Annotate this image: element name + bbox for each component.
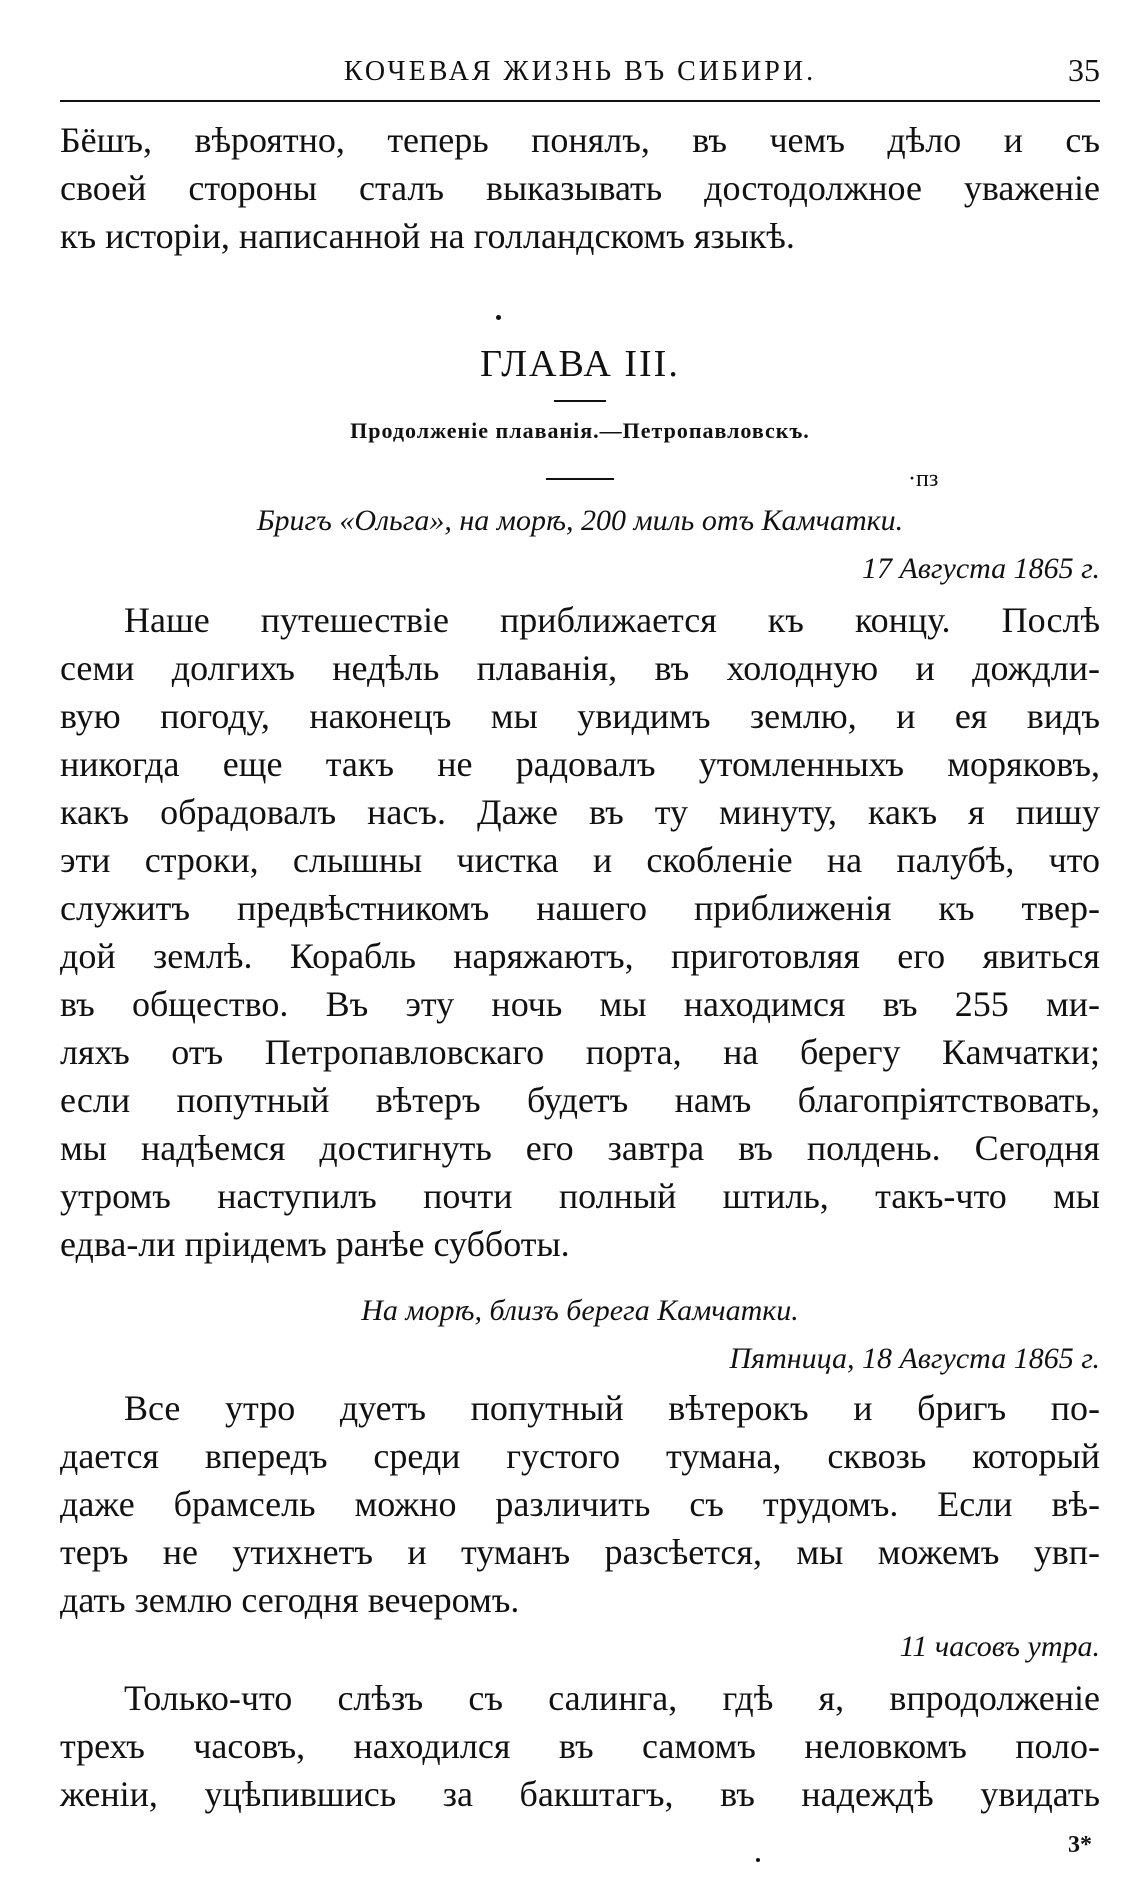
entry2-line-1: Все утро дуетъ попутный вѣтерокъ и бригъ по-: [124, 1388, 1100, 1428]
entry2-line-5: дать землю сегодня вечеромъ.: [60, 1580, 520, 1620]
entry2-date: Пятница, 18 Августа 1865 г.: [729, 1342, 1100, 1375]
entry1-line-11: если попутный вѣтеръ будетъ намъ благопріятствовать,: [60, 1080, 1100, 1120]
entry3-time: 11 часовъ утра.: [899, 1630, 1100, 1663]
chapter-title: ГЛАВА III.: [480, 343, 680, 385]
entry1-line-14: едва-ли пріидемъ ранѣе субботы.: [60, 1224, 570, 1264]
entry1-line-8: дой землѣ. Корабль наряжаютъ, приготовляя его явиться: [60, 936, 1100, 976]
entry1-line-10: ляхъ отъ Петропавловскаго порта, на берегу Камчатки;: [60, 1032, 1100, 1072]
entry2-line-3: даже брамсель можно различить съ трудомъ. Если вѣ-: [60, 1484, 1100, 1524]
entry1-line-1: Наше путешествіе приближается къ концу. Послѣ: [124, 600, 1100, 640]
entry3-line-1: Только-что слѣзъ съ салинга, гдѣ я, впродолженіе: [124, 1678, 1100, 1718]
entry2-line-4: теръ не утихнетъ и туманъ разсѣется, мы можемъ увп-: [60, 1532, 1100, 1572]
entry1-line-12: мы надѣемся достигнуть его завтра въ полдень. Сегодня: [60, 1128, 1100, 1168]
entry1-line-6: эти строки, слышны чистка и скобленіе на палубѣ, что: [60, 840, 1100, 880]
entry1-date: 17 Августа 1865 г.: [861, 552, 1100, 585]
chapter-subtitle: Продолженіе плаванія.—Петропавловскъ.: [350, 418, 810, 443]
entry1-line-4: никогда еще такъ не радовалъ утомленныхъ моряковъ,: [60, 744, 1100, 784]
opening-line-1: Бёшъ, вѣроятно, теперь понялъ, въ чемъ дѣло и съ: [60, 120, 1100, 160]
entry1-line-3: вую погоду, наконецъ мы увидимъ землю, и ея видъ: [60, 696, 1100, 736]
entry1-line-13: утромъ наступилъ почти полный штиль, такъ-что мы: [60, 1176, 1100, 1216]
entry2-line-2: дается впередъ среди густого тумана, сквозь который: [60, 1436, 1100, 1476]
margin-mark: ·пз: [908, 466, 939, 492]
entry3-line-2: трехъ часовъ, находился въ самомъ неловкомъ поло-: [60, 1726, 1100, 1766]
entry1-line-9: въ общество. Въ эту ночь мы находимся въ 255 ми-: [60, 984, 1100, 1024]
entry1-line-7: служитъ предвѣстникомъ нашего приближенія къ твер-: [60, 888, 1100, 928]
running-head: [60, 50, 1100, 102]
entry1-place: Бригъ «Ольга», на морѣ, 200 миль отъ Камчатки.: [256, 504, 904, 537]
chapter-rule-1: [554, 400, 606, 402]
entry3-line-3: женіи, уцѣпившись за бакштагъ, въ надеждѣ увидать: [60, 1774, 1100, 1814]
page-number: 35: [1068, 52, 1100, 88]
stray-dot: [496, 315, 501, 320]
bottom-stray-dot: [756, 1858, 760, 1862]
chapter-rule-2: [546, 478, 614, 480]
running-title: КОЧЕВАЯ ЖИЗНЬ ВЪ СИБИРИ.: [343, 56, 817, 87]
entry1-line-2: семи долгихъ недѣль плаванія, въ холодную и дождли-: [60, 648, 1100, 688]
entry1-line-5: какъ обрадовалъ насъ. Даже въ ту минуту, какъ я пишу: [60, 792, 1100, 832]
entry2-place: На морѣ, близъ берега Камчатки.: [361, 1294, 799, 1327]
signature-mark: 3*: [1068, 1832, 1092, 1858]
opening-line-3: къ исторіи, написанной на голландскомъ языкѣ.: [60, 216, 795, 256]
opening-line-2: своей стороны сталъ выказывать достодолжное уваженіе: [60, 168, 1100, 208]
